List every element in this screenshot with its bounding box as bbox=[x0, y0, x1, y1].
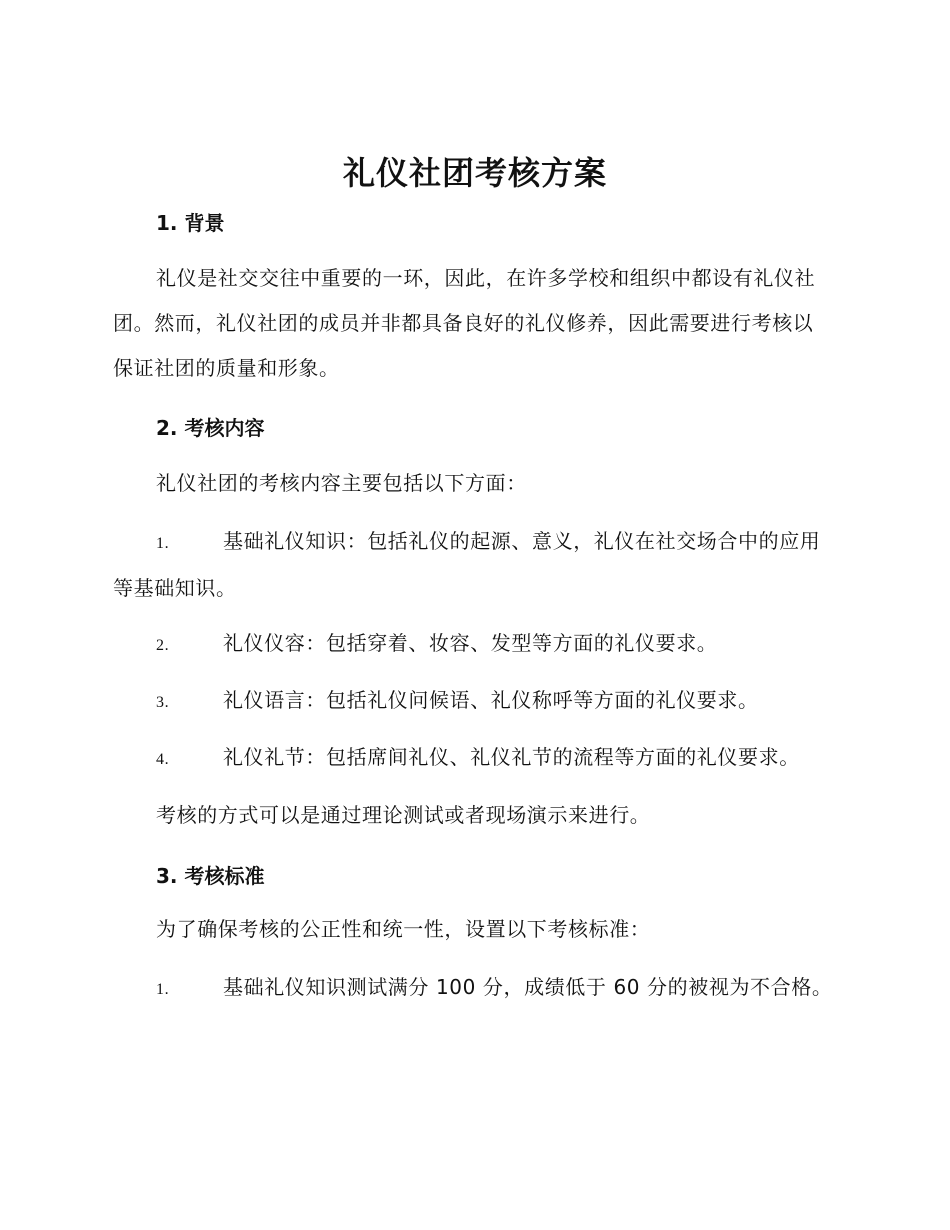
list-item bbox=[113, 965, 833, 1012]
section-heading-standards: 3. 考核标准 bbox=[156, 864, 265, 888]
paragraph-content-intro: 礼仪社团的考核内容主要包括以下方面： bbox=[156, 471, 527, 495]
paragraph-content-outro: 考核的方式可以是通过理论测试或者现场演示来进行。 bbox=[156, 803, 651, 827]
list-item-text: 礼仪礼节：包括席间礼仪、礼仪礼节的流程等方面的礼仪要求。 bbox=[223, 745, 800, 769]
list-item-number: 4. bbox=[156, 751, 170, 768]
paragraph-standards-intro: 为了确保考核的公正性和统一性，设置以下考核标准： bbox=[156, 917, 651, 941]
list-item-number: 3. bbox=[156, 694, 170, 711]
list-item bbox=[113, 621, 833, 668]
list-item bbox=[113, 735, 833, 782]
list-item-number: 1. bbox=[156, 535, 170, 552]
list-item-text: 礼仪语言：包括礼仪问候语、礼仪称呼等方面的礼仪要求。 bbox=[223, 688, 759, 712]
list-item-number: 2. bbox=[156, 637, 170, 654]
list-item-text: 基础礼仪知识：包括礼仪的起源、意义，礼仪在社交场合中的应用等基础知识。 bbox=[113, 529, 821, 600]
document-title: 礼仪社团考核方案 bbox=[342, 154, 607, 192]
list-item-text: 基础礼仪知识测试满分 100 分，成绩低于 60 分的被视为不合格。 bbox=[223, 975, 833, 999]
list-item-text: 礼仪仪容：包括穿着、妆容、发型等方面的礼仪要求。 bbox=[223, 631, 718, 655]
paragraph-background: 礼仪是社交交往中重要的一环，因此，在许多学校和组织中都设有礼仪社团。然而，礼仪社团的成员并非都具备良好的礼仪修养，因此需要进行考核以保证社团的质量和形象。 bbox=[113, 266, 816, 380]
list-item bbox=[113, 678, 833, 725]
section-heading-content: 2. 考核内容 bbox=[156, 416, 265, 440]
list-item bbox=[113, 519, 833, 611]
section-heading-background: 1. 背景 bbox=[156, 211, 225, 235]
list-item-number: 1. bbox=[156, 981, 170, 998]
